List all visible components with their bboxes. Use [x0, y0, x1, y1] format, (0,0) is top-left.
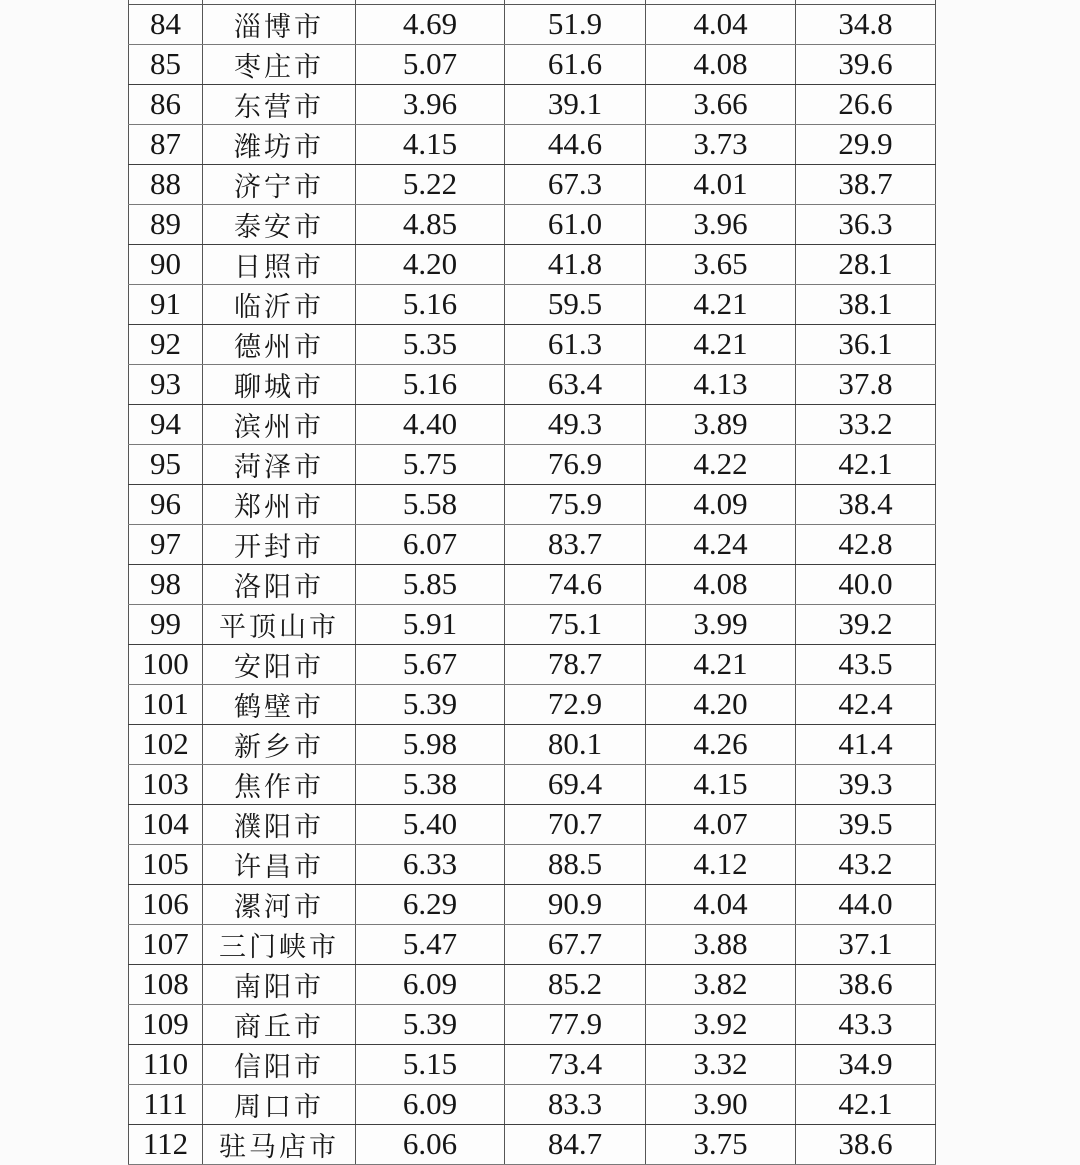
- cell-value-3: 4.07: [646, 804, 796, 844]
- cell-value-2: 83.3: [505, 1084, 646, 1124]
- cell-value-1: 4.69: [356, 4, 505, 44]
- cell-value-4: 29.9: [796, 124, 936, 164]
- cell-value-3: 3.75: [646, 1124, 796, 1164]
- table-row: [129, 844, 936, 884]
- cell-city: 滨州市: [203, 404, 356, 444]
- cell-value-3: 4.12: [646, 844, 796, 884]
- cell-city: 潍坊市: [203, 124, 356, 164]
- cell-value-4: 39.5: [796, 804, 936, 844]
- cell-value-2: 61.0: [505, 204, 646, 244]
- cell-rank: 106: [129, 884, 203, 924]
- cell-value-4: 44.0: [796, 884, 936, 924]
- table-row: [129, 524, 936, 564]
- cell-value-2: 84.7: [505, 1124, 646, 1164]
- cell-value-1: 4.20: [356, 244, 505, 284]
- cell-value-2: 61.3: [505, 324, 646, 364]
- cell-value-2: 90.9: [505, 884, 646, 924]
- cell-value-4: 42.8: [796, 524, 936, 564]
- cell-value-1: 4.40: [356, 404, 505, 444]
- cell-value-2: 75.9: [505, 484, 646, 524]
- cell-value-4: 38.4: [796, 484, 936, 524]
- cell-value-4: 42.4: [796, 684, 936, 724]
- table-row: [129, 364, 936, 404]
- cell-value-2: 69.4: [505, 764, 646, 804]
- cell-value-1: 4.85: [356, 204, 505, 244]
- cell-value-3: 3.92: [646, 1004, 796, 1044]
- cell-rank: 99: [129, 604, 203, 644]
- table-row: [129, 204, 936, 244]
- cell-value-3: 4.21: [646, 644, 796, 684]
- cell-value-3: 4.22: [646, 444, 796, 484]
- cell-rank: 94: [129, 404, 203, 444]
- table-row: [129, 604, 936, 644]
- cell-rank: 93: [129, 364, 203, 404]
- cell-value-4: 42.1: [796, 444, 936, 484]
- cell-value-3: 4.08: [646, 564, 796, 604]
- table-body: [129, 0, 936, 1164]
- cell-value-4: 38.6: [796, 1124, 936, 1164]
- cell-rank: 91: [129, 284, 203, 324]
- cell-value-4: 34.9: [796, 1044, 936, 1084]
- cell-city: 郑州市: [203, 484, 356, 524]
- cell-value-1: 6.09: [356, 1084, 505, 1124]
- cell-value-1: 5.98: [356, 724, 505, 764]
- cell-city: 洛阳市: [203, 564, 356, 604]
- table-row: [129, 484, 936, 524]
- cell-value-3: 3.88: [646, 924, 796, 964]
- cell-value-3: 3.96: [646, 204, 796, 244]
- cell-rank: 90: [129, 244, 203, 284]
- table-row: [129, 1084, 936, 1124]
- table-row: [129, 284, 936, 324]
- cell-value-2: 72.9: [505, 684, 646, 724]
- cell-city: 许昌市: [203, 844, 356, 884]
- cell-rank: 95: [129, 444, 203, 484]
- cell-value-3: 4.24: [646, 524, 796, 564]
- data-table: [128, 0, 936, 1165]
- cell-rank: 111: [129, 1084, 203, 1124]
- cell-value-2: 70.7: [505, 804, 646, 844]
- cell-value-2: 67.7: [505, 924, 646, 964]
- table-row: [129, 244, 936, 284]
- cell-city: 平顶山市: [203, 604, 356, 644]
- table-row: [129, 164, 936, 204]
- cell-value-2: 49.3: [505, 404, 646, 444]
- cell-rank: 103: [129, 764, 203, 804]
- cell-city: 淄博市: [203, 4, 356, 44]
- table-row: [129, 404, 936, 444]
- table-row: [129, 324, 936, 364]
- cell-value-4: 43.2: [796, 844, 936, 884]
- cell-value-4: 41.4: [796, 724, 936, 764]
- table-row: [129, 124, 936, 164]
- cell-value-3: 4.08: [646, 44, 796, 84]
- cell-city: 开封市: [203, 524, 356, 564]
- cell-value-3: 4.20: [646, 684, 796, 724]
- cell-rank: 110: [129, 1044, 203, 1084]
- cell-rank: 109: [129, 1004, 203, 1044]
- cell-value-4: 36.3: [796, 204, 936, 244]
- cell-city: 焦作市: [203, 764, 356, 804]
- cell-rank: 102: [129, 724, 203, 764]
- cell-value-4: 33.2: [796, 404, 936, 444]
- cell-value-2: 41.8: [505, 244, 646, 284]
- table-row: [129, 84, 936, 124]
- cell-rank: 96: [129, 484, 203, 524]
- cell-value-4: 43.3: [796, 1004, 936, 1044]
- cell-city: 枣庄市: [203, 44, 356, 84]
- cell-value-1: 5.91: [356, 604, 505, 644]
- cell-value-3: 3.65: [646, 244, 796, 284]
- cell-value-2: 78.7: [505, 644, 646, 684]
- cell-city: 泰安市: [203, 204, 356, 244]
- cell-value-3: 3.66: [646, 84, 796, 124]
- cell-city: 信阳市: [203, 1044, 356, 1084]
- cell-value-3: 3.99: [646, 604, 796, 644]
- table-row: [129, 644, 936, 684]
- cell-value-1: 5.15: [356, 1044, 505, 1084]
- cell-value-2: 75.1: [505, 604, 646, 644]
- cell-value-1: 5.38: [356, 764, 505, 804]
- cell-rank: 86: [129, 84, 203, 124]
- cell-value-2: 74.6: [505, 564, 646, 604]
- cell-value-1: 5.58: [356, 484, 505, 524]
- cell-city: 周口市: [203, 1084, 356, 1124]
- cell-value-3: 3.32: [646, 1044, 796, 1084]
- cell-value-3: 4.21: [646, 324, 796, 364]
- cell-value-3: 4.13: [646, 364, 796, 404]
- cell-value-1: 5.22: [356, 164, 505, 204]
- cell-value-1: 5.75: [356, 444, 505, 484]
- table-row: [129, 884, 936, 924]
- cell-rank: 100: [129, 644, 203, 684]
- cell-rank: 97: [129, 524, 203, 564]
- cell-value-4: 28.1: [796, 244, 936, 284]
- cell-value-1: 5.67: [356, 644, 505, 684]
- cell-city: 安阳市: [203, 644, 356, 684]
- cell-city: 新乡市: [203, 724, 356, 764]
- cell-rank: 92: [129, 324, 203, 364]
- cell-value-3: 3.90: [646, 1084, 796, 1124]
- cell-value-1: 5.16: [356, 364, 505, 404]
- cell-rank: 105: [129, 844, 203, 884]
- cell-value-2: 59.5: [505, 284, 646, 324]
- cell-city: 济宁市: [203, 164, 356, 204]
- cell-value-1: 6.09: [356, 964, 505, 1004]
- cell-value-3: 3.82: [646, 964, 796, 1004]
- cell-rank: 104: [129, 804, 203, 844]
- cell-value-1: 5.40: [356, 804, 505, 844]
- table-row: [129, 1124, 936, 1164]
- cell-value-1: 3.96: [356, 84, 505, 124]
- table-row: [129, 1044, 936, 1084]
- cell-rank: 89: [129, 204, 203, 244]
- cell-rank: 87: [129, 124, 203, 164]
- cell-value-2: 88.5: [505, 844, 646, 884]
- cell-city: 漯河市: [203, 884, 356, 924]
- table-row: [129, 764, 936, 804]
- cell-value-4: 39.6: [796, 44, 936, 84]
- cell-value-4: 38.1: [796, 284, 936, 324]
- cell-city: 濮阳市: [203, 804, 356, 844]
- cell-rank: 108: [129, 964, 203, 1004]
- table-row: [129, 444, 936, 484]
- cell-value-2: 73.4: [505, 1044, 646, 1084]
- cell-city: 日照市: [203, 244, 356, 284]
- cell-value-4: 38.7: [796, 164, 936, 204]
- cell-value-1: 5.39: [356, 1004, 505, 1044]
- cell-city: 三门峡市: [203, 924, 356, 964]
- cell-rank: 101: [129, 684, 203, 724]
- cell-value-3: 4.15: [646, 764, 796, 804]
- cell-value-2: 83.7: [505, 524, 646, 564]
- table-row: [129, 684, 936, 724]
- cell-city: 商丘市: [203, 1004, 356, 1044]
- cell-value-3: 4.04: [646, 884, 796, 924]
- cell-value-1: 5.35: [356, 324, 505, 364]
- cell-rank: 112: [129, 1124, 203, 1164]
- cell-city: 南阳市: [203, 964, 356, 1004]
- cell-value-4: 26.6: [796, 84, 936, 124]
- cell-value-4: 38.6: [796, 964, 936, 1004]
- cell-value-1: 5.39: [356, 684, 505, 724]
- cell-city: 驻马店市: [203, 1124, 356, 1164]
- cell-value-2: 61.6: [505, 44, 646, 84]
- cell-value-4: 34.8: [796, 4, 936, 44]
- table-row: [129, 564, 936, 604]
- cell-value-3: 4.04: [646, 4, 796, 44]
- cell-value-2: 67.3: [505, 164, 646, 204]
- cell-value-3: 3.89: [646, 404, 796, 444]
- cell-rank: 84: [129, 4, 203, 44]
- cell-value-2: 44.6: [505, 124, 646, 164]
- table-row: [129, 44, 936, 84]
- cell-value-2: 63.4: [505, 364, 646, 404]
- cell-rank: 107: [129, 924, 203, 964]
- cell-city: 聊城市: [203, 364, 356, 404]
- cell-value-2: 51.9: [505, 4, 646, 44]
- cell-rank: 85: [129, 44, 203, 84]
- cell-city: 鹤壁市: [203, 684, 356, 724]
- cell-value-4: 40.0: [796, 564, 936, 604]
- cell-value-3: 4.26: [646, 724, 796, 764]
- cell-value-2: 39.1: [505, 84, 646, 124]
- table-row: [129, 804, 936, 844]
- cell-value-2: 77.9: [505, 1004, 646, 1044]
- cell-value-4: 43.5: [796, 644, 936, 684]
- cell-value-4: 37.8: [796, 364, 936, 404]
- cell-value-3: 4.09: [646, 484, 796, 524]
- cell-value-1: 6.07: [356, 524, 505, 564]
- cell-value-4: 36.1: [796, 324, 936, 364]
- cell-value-1: 5.16: [356, 284, 505, 324]
- cell-value-4: 39.3: [796, 764, 936, 804]
- cell-city: 东营市: [203, 84, 356, 124]
- table-row: [129, 4, 936, 44]
- cell-value-1: 4.15: [356, 124, 505, 164]
- cell-value-3: 4.21: [646, 284, 796, 324]
- table-row: [129, 924, 936, 964]
- cell-value-4: 37.1: [796, 924, 936, 964]
- cell-value-2: 76.9: [505, 444, 646, 484]
- cell-rank: 88: [129, 164, 203, 204]
- cell-value-1: 6.33: [356, 844, 505, 884]
- cell-value-2: 80.1: [505, 724, 646, 764]
- cell-value-3: 3.73: [646, 124, 796, 164]
- cell-value-1: 6.06: [356, 1124, 505, 1164]
- cell-value-2: 85.2: [505, 964, 646, 1004]
- cell-city: 菏泽市: [203, 444, 356, 484]
- table-row: [129, 964, 936, 1004]
- cell-value-1: 5.47: [356, 924, 505, 964]
- cell-value-4: 39.2: [796, 604, 936, 644]
- cell-value-1: 5.85: [356, 564, 505, 604]
- cell-value-1: 5.07: [356, 44, 505, 84]
- cell-city: 德州市: [203, 324, 356, 364]
- table-row: [129, 1004, 936, 1044]
- cell-city: 临沂市: [203, 284, 356, 324]
- cell-rank: 98: [129, 564, 203, 604]
- table-row: [129, 724, 936, 764]
- cell-value-1: 6.29: [356, 884, 505, 924]
- cell-value-3: 4.01: [646, 164, 796, 204]
- cell-value-4: 42.1: [796, 1084, 936, 1124]
